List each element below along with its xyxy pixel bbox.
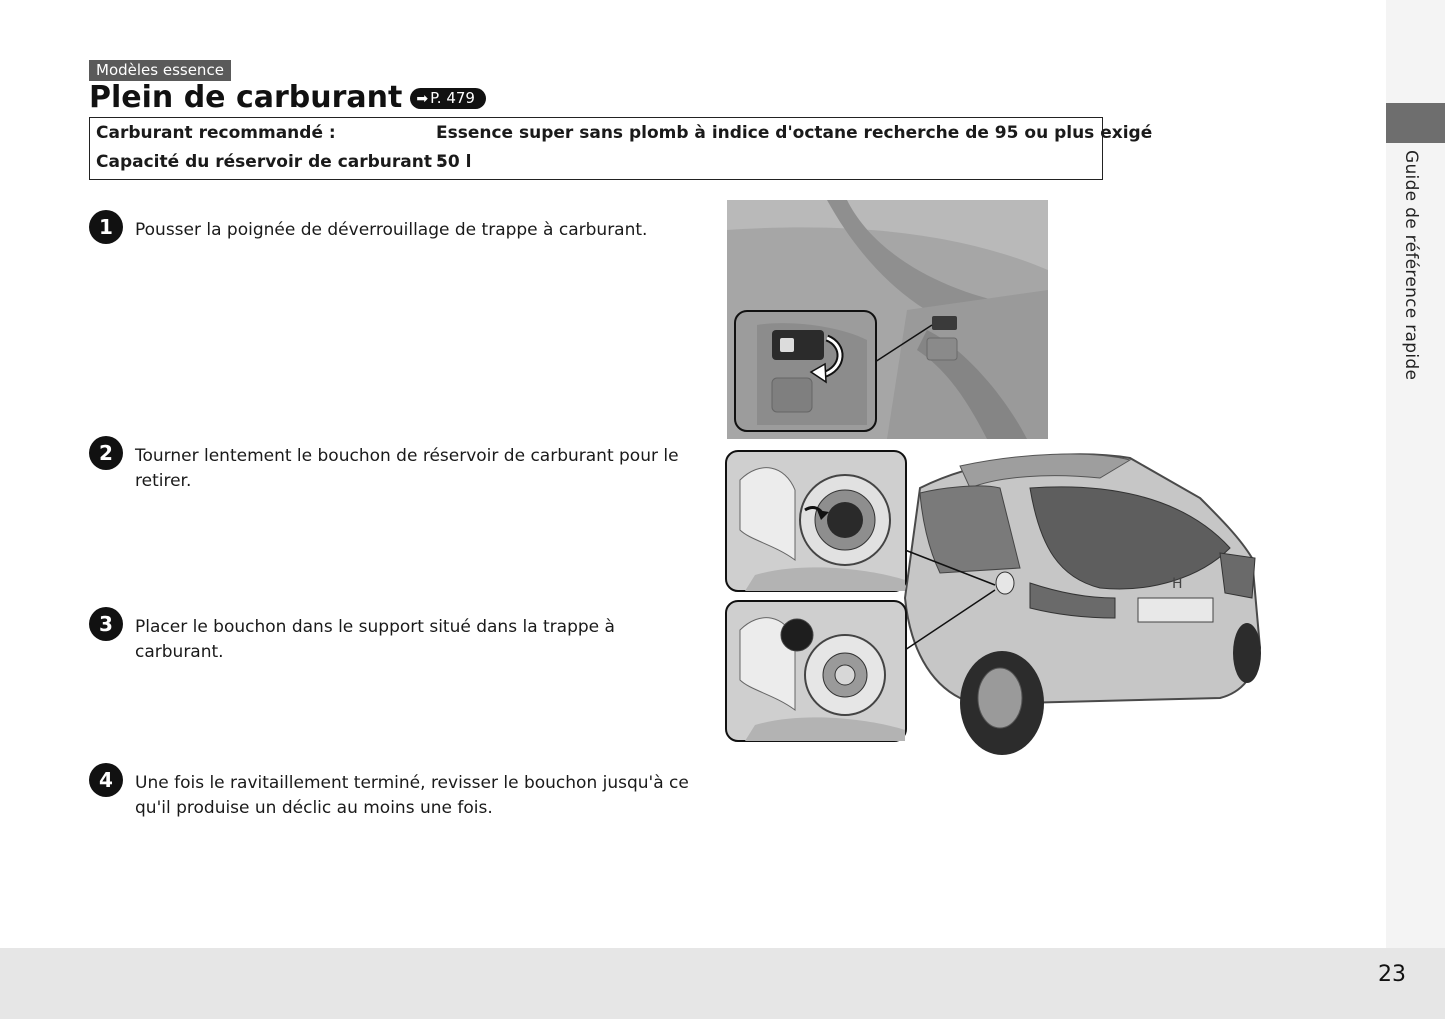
footer-band <box>0 948 1445 1019</box>
callout-leader-lines <box>900 545 1010 655</box>
model-badge: Modèles essence <box>89 60 231 81</box>
step-text: Pousser la poignée de déverrouillage de trappe à carburant. <box>135 220 648 240</box>
spec-label: Carburant recommandé : <box>96 123 336 143</box>
fuel-cap-removal-illustration <box>725 450 907 592</box>
fuel-cap-holder-illustration <box>725 600 907 742</box>
page-reference-link[interactable] <box>410 88 486 109</box>
step-number: 2 <box>89 436 123 470</box>
svg-text:H: H <box>1172 576 1183 592</box>
fuel-spec-table <box>89 117 1153 180</box>
spec-row-fuel <box>96 120 1153 146</box>
page-number: 23 <box>1378 962 1406 987</box>
step-text: Placer le bouchon dans le support situé dans la trappe à carburant. <box>135 617 615 662</box>
page-title <box>89 80 486 115</box>
step-number: 3 <box>89 607 123 641</box>
sidebar-section-label: Guide de référence rapide <box>1401 150 1421 381</box>
spec-value: 50 l <box>436 152 472 172</box>
title-text: Plein de carburant <box>89 80 403 115</box>
spec-label: Capacité du réservoir de carburant : <box>96 152 445 172</box>
step-text: Tourner lentement le bouchon de réservoir de carburant pour le retirer. <box>135 446 679 491</box>
step-number: 4 <box>89 763 123 797</box>
spec-row-capacity <box>96 149 472 175</box>
step-text: Une fois le ravitaillement terminé, revisser le bouchon jusqu'à ce qu'il produise un déclic au moins une fois. <box>135 773 689 818</box>
step-number: 1 <box>89 210 123 244</box>
arrow-right-icon: ➡ <box>416 91 429 107</box>
section-tab <box>1386 103 1445 143</box>
spec-value: Essence super sans plomb à indice d'octane recherche de 95 ou plus exigé <box>436 123 1153 143</box>
fuel-door-release-illustration <box>727 200 1048 439</box>
page-reference-text: P. 479 <box>430 89 475 107</box>
